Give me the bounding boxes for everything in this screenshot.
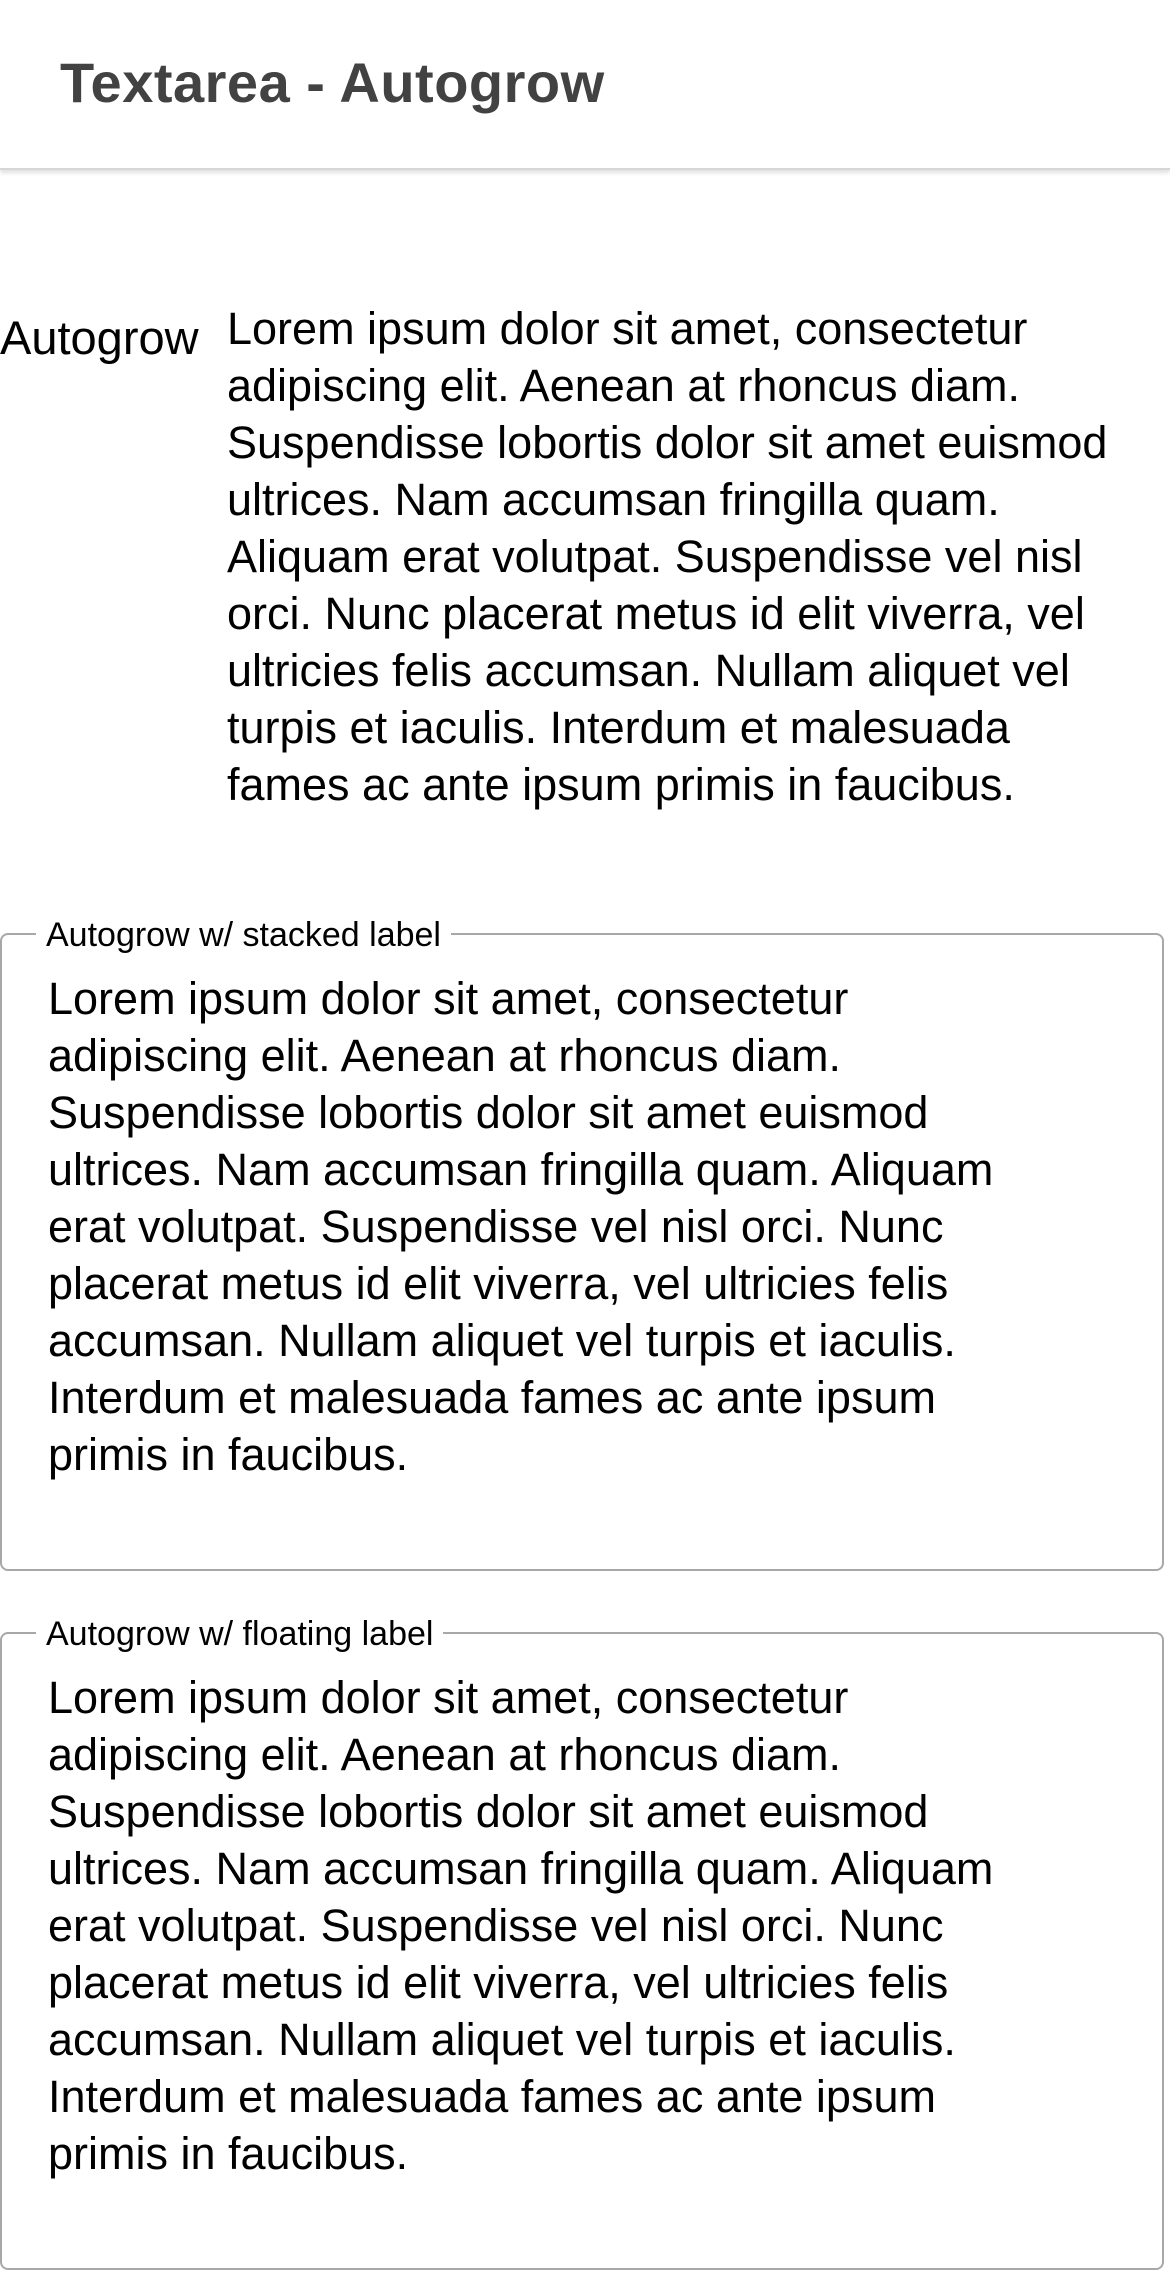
floating-label-textarea-field[interactable] bbox=[0, 1615, 1164, 2270]
autogrow-label: Autogrow bbox=[0, 311, 199, 364]
toolbar bbox=[0, 0, 1170, 170]
page-title: Textarea - Autogrow bbox=[60, 51, 605, 114]
stacked-label: Autogrow w/ stacked label bbox=[36, 916, 451, 955]
stacked-label-textarea-field[interactable] bbox=[0, 916, 1164, 1571]
floating-label: Autogrow w/ floating label bbox=[36, 1615, 443, 1654]
autogrow-textarea[interactable]: Lorem ipsum dolor sit amet, consectetur adipiscing elit. Aenean at rhoncus diam. Suspendisse lobortis dolor sit amet euismod ultrices. Nam accumsan fringilla quam. Aliquam erat volutpat. Suspendisse vel nisl orci. Nunc placerat metus id elit viverra, vel ultricies felis accumsan. Nullam aliquet vel turpis et iaculis. Interdum et malesuada fames ac ante ipsum primis in faucibus. bbox=[227, 303, 1108, 810]
stacked-label-textarea[interactable]: Lorem ipsum dolor sit amet, consectetur adipiscing elit. Aenean at rhoncus diam. Suspendisse lobortis dolor sit amet euismod ultrices. Nam accumsan fringilla quam. Aliquam erat volutpat. Suspendisse vel nisl orci. Nunc placerat metus id elit viverra, vel ultricies felis accumsan. Nullam aliquet vel turpis et iaculis. Interdum et malesuada fames ac ante ipsum primis in faucibus. bbox=[48, 973, 994, 1480]
floating-label-textarea[interactable]: Lorem ipsum dolor sit amet, consectetur adipiscing elit. Aenean at rhoncus diam. Suspendisse lobortis dolor sit amet euismod ultrices. Nam accumsan fringilla quam. Aliquam erat volutpat. Suspendisse vel nisl orci. Nunc placerat metus id elit viverra, vel ultricies felis accumsan. Nullam aliquet vel turpis et iaculis. Interdum et malesuada fames ac ante ipsum primis in faucibus. bbox=[48, 1672, 994, 2179]
